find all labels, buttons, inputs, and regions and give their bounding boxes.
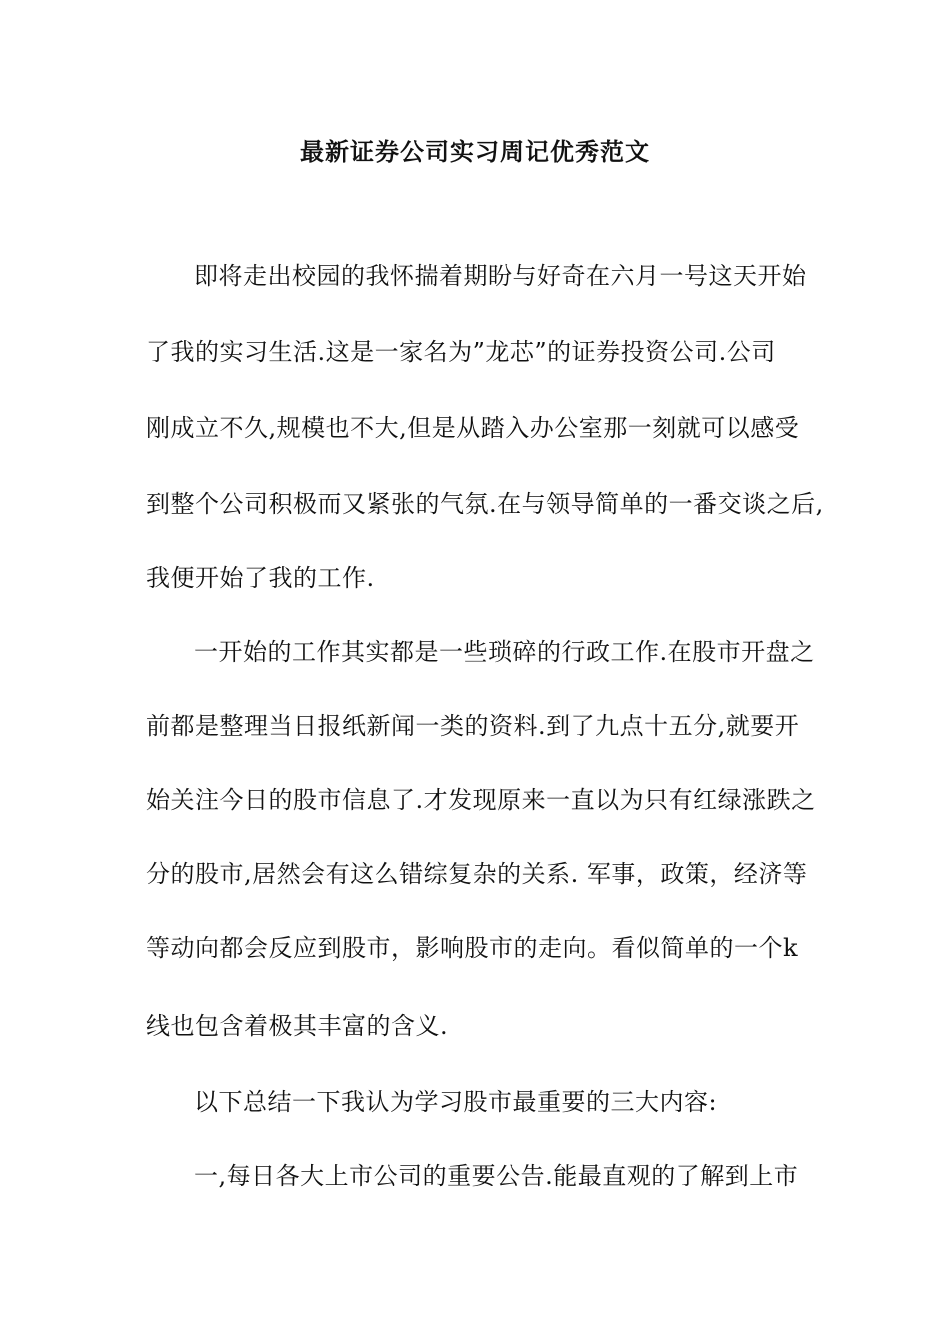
paragraph-line: 到整个公司积极而又紧张的气氛.在与领导简单的一番交谈之后,	[146, 490, 824, 518]
paragraph-line: 线也包含着极其丰富的含义.	[146, 1012, 449, 1040]
paragraph-line: 即将走出校园的我怀揣着期盼与好奇在六月一号这天开始	[194, 262, 807, 290]
paragraph-line: 分的股市,居然会有这么错综复杂的关系. 军事，政策，经济等	[146, 860, 808, 888]
paragraph-line: 了我的实习生活.这是一家名为”龙芯”的证券投资公司.公司	[146, 338, 776, 366]
document-title: 最新证券公司实习周记优秀范文	[300, 137, 650, 166]
paragraph-line: 以下总结一下我认为学习股市最重要的三大内容:	[194, 1088, 718, 1116]
paragraph-line: 等动向都会反应到股市，影响股市的走向。看似简单的一个k	[146, 934, 799, 962]
paragraph-line: 始关注今日的股市信息了.才发现原来一直以为只有红绿涨跌之	[146, 786, 816, 814]
paragraph-line: 我便开始了我的工作.	[146, 564, 375, 592]
paragraph-line: 一开始的工作其实都是一些琐碎的行政工作.在股市开盘之	[194, 638, 815, 666]
paragraph-line: 刚成立不久,规模也不大,但是从踏入办公室那一刻就可以感受	[146, 414, 800, 442]
paragraph-line: 前都是整理当日报纸新闻一类的资料.到了九点十五分,就要开	[146, 712, 800, 740]
paragraph-line: 一,每日各大上市公司的重要公告.能最直观的了解到上市	[194, 1162, 799, 1190]
